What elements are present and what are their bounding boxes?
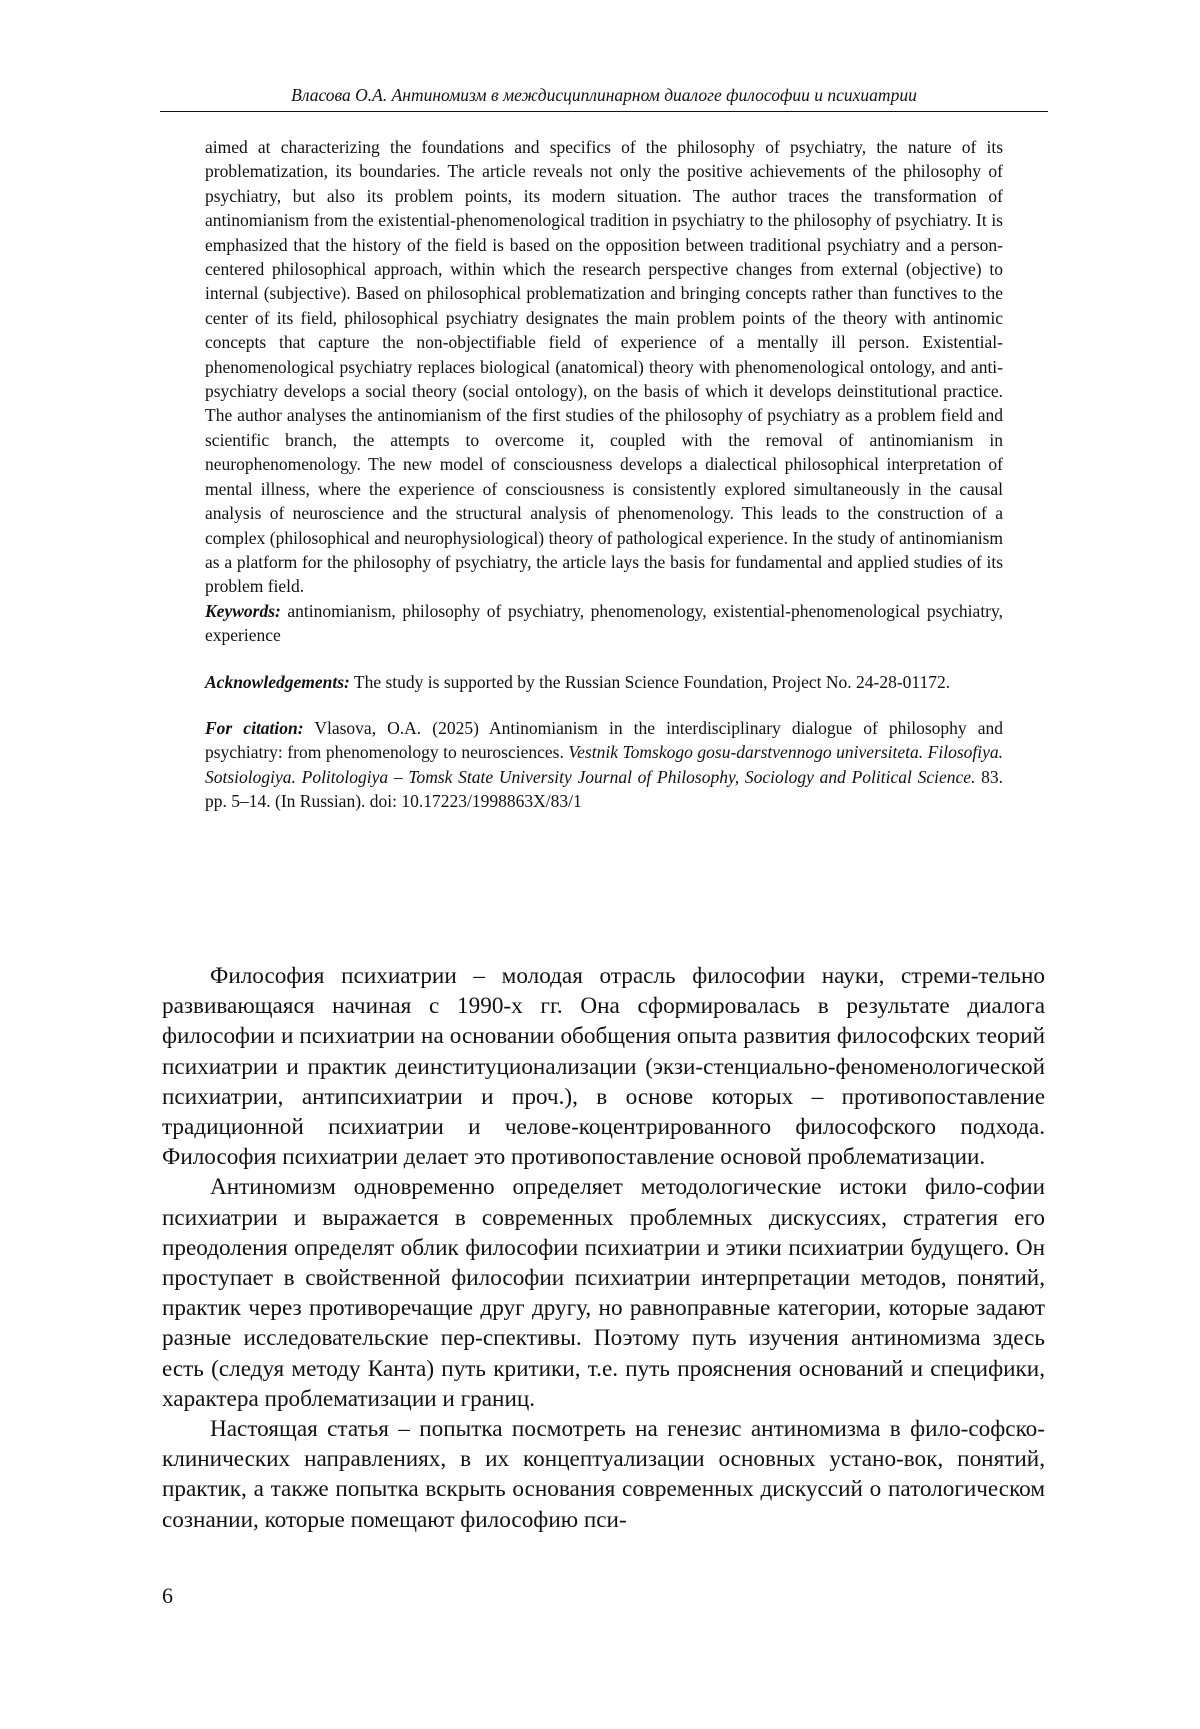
header-rule xyxy=(160,111,1048,112)
main-text xyxy=(162,961,1045,1535)
body-paragraph-2: Антиномизм одновременно определяет методологические истоки фило-софии психиатрии и выражается в современных проблемных дискуссиях, стратегия его преодоления определят облик философии психиатрии и этики психиатрии будущего. Он проступает в свойственной философии психиатрии интерпретации методов, понятий, практик через противоречащие друг другу, но равноправные категории, которые задают разные исследовательские пер-спективы. Поэтому путь изучения антиномизма здесь есть (следуя методу Канта) путь критики, т.е. путь прояснения оснований и специфики, характера проблематизации и границ. xyxy=(162,1174,1045,1412)
spacer xyxy=(205,648,1003,670)
body-paragraph-1: Философия психиатрии – молодая отрасль философии науки, стреми-тельно развивающаяся начиная с 1990-х гг. Она сформировалась в результате диалога философии и психиатрии на основании обобщения опыта развития философских теорий психиатрии и практик деинституционализации (экзи-стенциально-феноменологической психиатрии, антипсихиатрии и проч.), в основе которых – противопоставление традиционной психиатрии и челове-коцентрированного философского подхода. Философия психиатрии делает это противопоставление основой проблематизации. xyxy=(162,963,1045,1171)
acknowledgements-text: The study is supported by the Russian Science Foundation, Project No. 24-28-01172. xyxy=(349,671,951,692)
abstract-text: aimed at characterizing the foundations and specifics of the philosophy of psychiatry, the nature of its problematization, its boundaries. The article reveals not only the positive achievements of the philosophy of psychiatry, but also its problem points, its modern situation. The author traces the transformation of antinomianism from the existential-phenomenological tradition in psychiatry to the philosophy of psychiatry. It is emphasized that the history of the field is based on the opposition between traditional psychiatry and a person-centered philosophical approach, within which the research perspective changes from external (objective) to internal (subjective). Based on philosophical problematization and bringing concepts rather than functives to the center of its field, philosophical psychiatry designates the main problem points of the theory with antinomic concepts that capture the non-objectifiable field of experience of a mentally ill person. Existential-phenomenological psychiatry replaces biological (anatomical) theory with phenomenological ontology, and anti-psychiatry develops a social theory (social ontology), on the basis of which it develops deinstitutional practice. The author analyses the antinomianism of the first studies of the philosophy of psychiatry as a problem field and scientific branch, the attempts to overcome it, coupled with the removal of antinomianism in neurophenomenology. The new model of consciousness develops a dialectical philosophical interpretation of mental illness, where the experience of consciousness is consistently explored simultaneously in the causal analysis of neuroscience and the structural analysis of phenomenology. This leads to the construction of a complex (philosophical and neurophysiological) theory of pathological experience. In the study of antinomianism as a platform for the philosophy of psychiatry, the article lays the basis for fundamental and applied studies of its problem field. xyxy=(205,137,1003,597)
keywords-text: antinomianism, philosophy of psychiatry, phenomenology, existential-phenomenological psychiatry, experience xyxy=(205,600,1003,646)
acknowledgements xyxy=(205,670,1003,694)
citation-label: For citation: xyxy=(205,717,304,738)
citation xyxy=(205,716,1003,814)
keywords-label: Keywords: xyxy=(205,600,281,621)
citation-journal: Vestnik Tomskogo gosu-darstvennogo universiteta. Filosofiya. Sotsiologiya. Politologiya – Tomsk State University Journal of Philosophy, Sociology and Political Science. xyxy=(205,742,1003,787)
running-header: Власова О.А. Антиномизм в междисциплинарном диалоге философии и психиатрии xyxy=(291,85,917,105)
citation-text: Vlasova, O.A. (2025) Antinomianism in the interdisciplinary dialogue of philosophy and psychiatry: from phenomenology to neurosciences. xyxy=(205,717,1004,763)
citation-tail: 83. pp. 5–14. (In Russian). doi: 10.17223/1998863X/83/1 xyxy=(205,766,1004,812)
acknowledgements-label: Acknowledgements: xyxy=(205,671,350,692)
keywords xyxy=(205,599,1003,648)
abstract-block xyxy=(205,135,1003,814)
spacer xyxy=(205,694,1003,716)
page-number: 6 xyxy=(162,1583,173,1608)
body-paragraph-3: Настоящая статья – попытка посмотреть на генезис антиномизма в фило-софско-клинических направлениях, в их концептуализации основных устано-вок, понятий, практик, а также попытка вскрыть основания современных дискуссий о патологическом сознании, которые помещают философию пси- xyxy=(162,1416,1045,1533)
